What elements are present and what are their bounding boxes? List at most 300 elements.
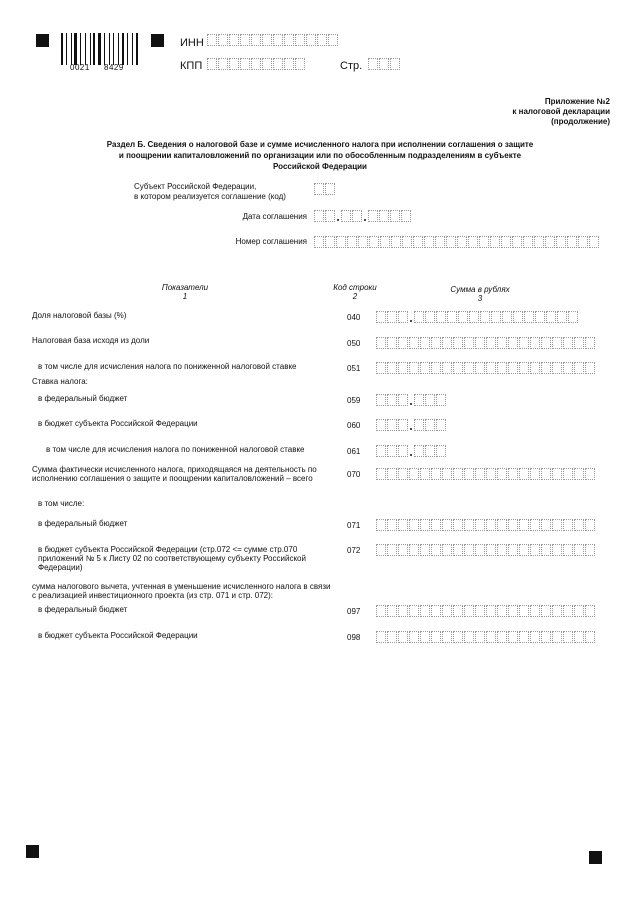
field-cell[interactable] — [347, 236, 357, 248]
field-cell[interactable] — [376, 311, 386, 323]
field-cell[interactable] — [475, 362, 485, 374]
field-cell[interactable] — [420, 544, 430, 556]
field-cell[interactable] — [420, 337, 430, 349]
field-cell[interactable] — [512, 236, 522, 248]
field-cell[interactable] — [376, 468, 386, 480]
field-cell[interactable] — [535, 311, 545, 323]
field-cell[interactable] — [469, 311, 479, 323]
field-cell[interactable] — [218, 34, 228, 46]
field-cell[interactable] — [207, 58, 217, 70]
field-cell[interactable] — [497, 362, 507, 374]
field-cell[interactable] — [295, 58, 305, 70]
field-cell[interactable] — [453, 337, 463, 349]
field-cell[interactable] — [387, 605, 397, 617]
field-cell[interactable] — [218, 58, 228, 70]
field-cell[interactable] — [585, 631, 595, 643]
field-cell[interactable] — [508, 519, 518, 531]
field-cell[interactable] — [380, 236, 390, 248]
field-cell[interactable] — [541, 631, 551, 643]
field-cell[interactable] — [284, 58, 294, 70]
row-097-field[interactable] — [376, 605, 596, 617]
barcode-bar — [102, 33, 103, 65]
field-cell[interactable] — [552, 631, 562, 643]
field-cell[interactable] — [328, 34, 338, 46]
field-cell[interactable] — [508, 468, 518, 480]
field-cell[interactable] — [387, 631, 397, 643]
field-cell[interactable] — [519, 468, 529, 480]
field-cell[interactable] — [273, 34, 283, 46]
field-cell[interactable] — [229, 34, 239, 46]
field-cell[interactable] — [568, 311, 578, 323]
row-061-field[interactable] — [376, 445, 447, 457]
agreement-date-field[interactable] — [314, 210, 412, 222]
field-cell[interactable] — [475, 605, 485, 617]
field-cell[interactable] — [574, 337, 584, 349]
field-cell[interactable] — [546, 311, 556, 323]
field-cell[interactable] — [325, 236, 335, 248]
field-cell[interactable] — [585, 605, 595, 617]
field-cell[interactable] — [387, 519, 397, 531]
field-cell[interactable] — [414, 394, 424, 406]
field-cell[interactable] — [552, 544, 562, 556]
field-cell[interactable] — [486, 337, 496, 349]
field-cell[interactable] — [468, 236, 478, 248]
field-cell[interactable] — [409, 544, 419, 556]
column-1-title: Показатели — [161, 283, 209, 292]
barcode-bar — [132, 33, 133, 65]
field-cell[interactable] — [541, 468, 551, 480]
field-cell[interactable] — [475, 468, 485, 480]
field-cell[interactable] — [413, 236, 423, 248]
appendix-line-3: (продолжение) — [551, 117, 610, 126]
field-cell[interactable] — [368, 58, 378, 70]
field-cell[interactable] — [376, 394, 386, 406]
field-cell[interactable] — [295, 34, 305, 46]
top-right-marker — [151, 34, 164, 47]
field-cell[interactable] — [447, 311, 457, 323]
field-cell[interactable] — [414, 445, 424, 457]
field-cell[interactable] — [479, 236, 489, 248]
field-cell[interactable] — [325, 210, 335, 222]
field-cell[interactable] — [502, 311, 512, 323]
barcode-bar — [104, 33, 105, 65]
field-cell[interactable] — [352, 210, 362, 222]
field-cell[interactable] — [431, 544, 441, 556]
field-cell[interactable] — [508, 337, 518, 349]
field-cell[interactable] — [387, 337, 397, 349]
field-cell[interactable] — [398, 337, 408, 349]
row-059-label: в федеральный бюджет — [38, 394, 128, 403]
field-cell[interactable] — [464, 337, 474, 349]
field-cell[interactable] — [508, 631, 518, 643]
field-cell[interactable] — [475, 519, 485, 531]
field-cell[interactable] — [491, 311, 501, 323]
field-cell[interactable] — [508, 544, 518, 556]
field-cell[interactable] — [420, 468, 430, 480]
field-cell[interactable] — [390, 58, 400, 70]
field-cell[interactable] — [446, 236, 456, 248]
field-cell[interactable] — [387, 419, 397, 431]
field-dot-separator — [409, 394, 414, 406]
field-cell[interactable] — [398, 394, 408, 406]
field-cell[interactable] — [414, 419, 424, 431]
field-cell[interactable] — [585, 519, 595, 531]
field-cell[interactable] — [453, 605, 463, 617]
field-cell[interactable] — [262, 34, 272, 46]
field-cell[interactable] — [398, 544, 408, 556]
field-cell[interactable] — [453, 362, 463, 374]
field-cell[interactable] — [325, 183, 335, 195]
field-cell[interactable] — [314, 236, 324, 248]
field-cell[interactable] — [552, 605, 562, 617]
tax-rate-heading: Ставка налога: — [32, 377, 88, 386]
field-cell[interactable] — [336, 236, 346, 248]
field-cell[interactable] — [424, 236, 434, 248]
field-cell[interactable] — [486, 519, 496, 531]
row-071-field[interactable] — [376, 519, 596, 531]
field-cell[interactable] — [578, 236, 588, 248]
section-title-line-1: Раздел Б. Сведения о налоговой базе и сумме исчисленного налога при исполнении соглашения о защите — [106, 140, 534, 149]
field-cell[interactable] — [574, 631, 584, 643]
field-cell[interactable] — [398, 605, 408, 617]
row-071-label: в федеральный бюджет — [38, 519, 128, 528]
field-cell[interactable] — [398, 362, 408, 374]
field-cell[interactable] — [442, 468, 452, 480]
field-cell[interactable] — [464, 544, 474, 556]
field-cell[interactable] — [409, 362, 419, 374]
field-cell[interactable] — [501, 236, 511, 248]
field-cell[interactable] — [475, 544, 485, 556]
field-cell[interactable] — [574, 362, 584, 374]
field-cell[interactable] — [387, 394, 397, 406]
field-cell[interactable] — [490, 236, 500, 248]
field-cell[interactable] — [574, 468, 584, 480]
field-cell[interactable] — [524, 311, 534, 323]
field-cell[interactable] — [409, 631, 419, 643]
field-cell[interactable] — [552, 519, 562, 531]
field-cell[interactable] — [563, 544, 573, 556]
field-cell[interactable] — [480, 311, 490, 323]
field-cell[interactable] — [585, 544, 595, 556]
field-cell[interactable] — [486, 362, 496, 374]
field-cell[interactable] — [585, 337, 595, 349]
field-cell[interactable] — [519, 605, 529, 617]
field-cell[interactable] — [556, 236, 566, 248]
field-cell[interactable] — [519, 631, 529, 643]
field-cell[interactable] — [574, 544, 584, 556]
field-cell[interactable] — [464, 605, 474, 617]
field-cell[interactable] — [314, 210, 324, 222]
field-cell[interactable] — [376, 519, 386, 531]
field-cell[interactable] — [563, 631, 573, 643]
field-cell[interactable] — [519, 544, 529, 556]
field-cell[interactable] — [251, 34, 261, 46]
field-cell[interactable] — [369, 236, 379, 248]
barcode-bar — [71, 33, 72, 65]
field-cell[interactable] — [541, 362, 551, 374]
field-cell[interactable] — [387, 445, 397, 457]
barcode-bar — [127, 33, 128, 65]
field-cell[interactable] — [497, 519, 507, 531]
field-cell[interactable] — [574, 605, 584, 617]
field-cell[interactable] — [530, 468, 540, 480]
tax-deduction-heading: сумма налогового вычета, учтенная в уменьшение исчисленного налога в связи с реализацией инвестиционного проекта (из стр. 071 и стр. 072): — [32, 582, 331, 600]
field-cell[interactable] — [464, 519, 474, 531]
field-cell[interactable] — [425, 311, 435, 323]
field-cell[interactable] — [376, 544, 386, 556]
barcode-bar — [96, 33, 97, 65]
field-cell[interactable] — [530, 362, 540, 374]
barcode — [61, 33, 141, 65]
field-cell[interactable] — [414, 311, 424, 323]
field-cell[interactable] — [379, 210, 389, 222]
field-cell[interactable] — [401, 210, 411, 222]
subject-label-line-2: в котором реализуется соглашение (код) — [134, 192, 286, 201]
field-cell[interactable] — [453, 468, 463, 480]
barcode-bar — [68, 33, 70, 65]
field-cell[interactable] — [530, 631, 540, 643]
field-cell[interactable] — [497, 337, 507, 349]
field-cell[interactable] — [552, 337, 562, 349]
field-cell[interactable] — [425, 419, 435, 431]
field-cell[interactable] — [497, 544, 507, 556]
field-cell[interactable] — [567, 236, 577, 248]
row-050-field[interactable] — [376, 337, 596, 349]
field-cell[interactable] — [398, 631, 408, 643]
field-cell[interactable] — [436, 419, 446, 431]
field-cell[interactable] — [420, 519, 430, 531]
field-cell[interactable] — [563, 468, 573, 480]
field-cell[interactable] — [431, 519, 441, 531]
field-dot-separator — [363, 210, 368, 222]
barcode-bar — [64, 33, 65, 65]
field-dot-separator — [409, 311, 414, 323]
field-cell[interactable] — [585, 468, 595, 480]
field-cell[interactable] — [398, 519, 408, 531]
field-cell[interactable] — [585, 362, 595, 374]
field-cell[interactable] — [497, 605, 507, 617]
bottom-right-marker — [589, 851, 602, 864]
field-cell[interactable] — [431, 337, 441, 349]
barcode-bar — [109, 33, 110, 65]
row-060-code: 060 — [347, 421, 361, 430]
row-097-label: в федеральный бюджет — [38, 605, 128, 614]
field-cell[interactable] — [402, 236, 412, 248]
subject-label-line-1: Субъект Российской Федерации, — [134, 182, 257, 191]
inn-label: ИНН — [180, 37, 204, 49]
field-cell[interactable] — [251, 58, 261, 70]
field-cell[interactable] — [508, 605, 518, 617]
field-cell[interactable] — [574, 519, 584, 531]
field-cell[interactable] — [368, 210, 378, 222]
field-cell[interactable] — [486, 631, 496, 643]
page-number-field[interactable] — [368, 58, 401, 70]
field-cell[interactable] — [563, 519, 573, 531]
field-cell[interactable] — [436, 445, 446, 457]
field-cell[interactable] — [240, 34, 250, 46]
field-cell[interactable] — [464, 362, 474, 374]
barcode-bar — [61, 33, 63, 65]
field-cell[interactable] — [486, 605, 496, 617]
field-cell[interactable] — [464, 631, 474, 643]
field-cell[interactable] — [317, 34, 327, 46]
field-cell[interactable] — [273, 58, 283, 70]
field-cell[interactable] — [486, 468, 496, 480]
field-cell[interactable] — [229, 58, 239, 70]
field-cell[interactable] — [387, 311, 397, 323]
field-cell[interactable] — [376, 337, 386, 349]
field-cell[interactable] — [376, 631, 386, 643]
barcode-bar — [129, 33, 132, 65]
field-cell[interactable] — [541, 519, 551, 531]
row-060-field[interactable] — [376, 419, 447, 431]
field-cell[interactable] — [376, 419, 386, 431]
field-cell[interactable] — [314, 183, 324, 195]
barcode-bar — [78, 33, 79, 65]
field-cell[interactable] — [513, 311, 523, 323]
field-cell[interactable] — [442, 337, 452, 349]
field-cell[interactable] — [420, 605, 430, 617]
field-cell[interactable] — [442, 544, 452, 556]
field-cell[interactable] — [390, 210, 400, 222]
field-cell[interactable] — [436, 311, 446, 323]
field-cell[interactable] — [545, 236, 555, 248]
field-cell[interactable] — [442, 631, 452, 643]
field-cell[interactable] — [464, 468, 474, 480]
barcode-bar — [93, 33, 95, 65]
field-cell[interactable] — [589, 236, 599, 248]
subject-code-field[interactable] — [314, 183, 336, 195]
field-cell[interactable] — [442, 519, 452, 531]
row-072-field[interactable] — [376, 544, 596, 556]
agreement-number-field[interactable] — [314, 236, 600, 248]
row-051-field[interactable] — [376, 362, 596, 374]
field-cell[interactable] — [431, 362, 441, 374]
field-cell[interactable] — [376, 445, 386, 457]
field-cell[interactable] — [431, 468, 441, 480]
appendix-line-2: к налоговой декларации — [512, 107, 610, 116]
field-cell[interactable] — [262, 58, 272, 70]
barcode-number-left: 0021 — [70, 63, 90, 72]
row-098-label: в бюджет субъекта Российской Федерации — [38, 631, 198, 640]
field-cell[interactable] — [431, 605, 441, 617]
field-cell[interactable] — [420, 362, 430, 374]
field-cell[interactable] — [552, 362, 562, 374]
field-cell[interactable] — [398, 311, 408, 323]
row-040-field[interactable] — [376, 311, 579, 323]
field-cell[interactable] — [387, 468, 397, 480]
field-cell[interactable] — [530, 337, 540, 349]
field-dot-separator — [409, 445, 414, 457]
field-cell[interactable] — [425, 445, 435, 457]
field-cell[interactable] — [497, 468, 507, 480]
field-cell[interactable] — [435, 236, 445, 248]
field-cell[interactable] — [425, 394, 435, 406]
including-heading: в том числе: — [38, 499, 85, 508]
field-cell[interactable] — [398, 468, 408, 480]
field-cell[interactable] — [284, 34, 294, 46]
kpp-label: КПП — [180, 60, 203, 72]
agreement-number-label: Номер соглашения — [235, 237, 307, 246]
field-cell[interactable] — [486, 544, 496, 556]
field-cell[interactable] — [442, 605, 452, 617]
column-2-number: 2 — [352, 292, 358, 301]
field-cell[interactable] — [409, 468, 419, 480]
barcode-bar — [87, 33, 89, 65]
barcode-bar — [125, 33, 126, 65]
field-cell[interactable] — [409, 337, 419, 349]
field-cell[interactable] — [376, 362, 386, 374]
field-cell[interactable] — [519, 519, 529, 531]
field-cell[interactable] — [563, 362, 573, 374]
field-cell[interactable] — [358, 236, 368, 248]
barcode-bar — [115, 33, 117, 65]
field-cell[interactable] — [387, 544, 397, 556]
barcode-bar — [106, 33, 108, 65]
field-cell[interactable] — [436, 394, 446, 406]
field-cell[interactable] — [431, 631, 441, 643]
field-cell[interactable] — [387, 362, 397, 374]
field-cell[interactable] — [391, 236, 401, 248]
field-cell[interactable] — [497, 631, 507, 643]
field-cell[interactable] — [240, 58, 250, 70]
kpp-field[interactable] — [207, 58, 306, 70]
field-cell[interactable] — [379, 58, 389, 70]
field-cell[interactable] — [552, 468, 562, 480]
row-070-field[interactable] — [376, 468, 596, 480]
barcode-bar — [113, 33, 115, 65]
field-cell[interactable] — [519, 362, 529, 374]
field-cell[interactable] — [541, 605, 551, 617]
field-cell[interactable] — [475, 631, 485, 643]
field-cell[interactable] — [453, 544, 463, 556]
barcode-bar — [72, 33, 73, 65]
field-cell[interactable] — [563, 337, 573, 349]
field-cell[interactable] — [541, 544, 551, 556]
field-cell[interactable] — [453, 631, 463, 643]
field-cell[interactable] — [508, 362, 518, 374]
field-cell[interactable] — [376, 605, 386, 617]
field-cell[interactable] — [442, 362, 452, 374]
field-cell[interactable] — [453, 519, 463, 531]
field-cell[interactable] — [541, 337, 551, 349]
field-cell[interactable] — [398, 445, 408, 457]
field-cell[interactable] — [563, 605, 573, 617]
bottom-left-marker — [26, 845, 39, 858]
field-cell[interactable] — [207, 34, 217, 46]
field-cell[interactable] — [530, 544, 540, 556]
field-cell[interactable] — [409, 519, 419, 531]
field-cell[interactable] — [306, 34, 316, 46]
inn-field[interactable] — [207, 34, 339, 46]
field-cell[interactable] — [534, 236, 544, 248]
field-cell[interactable] — [458, 311, 468, 323]
field-cell[interactable] — [530, 519, 540, 531]
field-cell[interactable] — [557, 311, 567, 323]
row-098-field[interactable] — [376, 631, 596, 643]
field-cell[interactable] — [457, 236, 467, 248]
field-cell[interactable] — [398, 419, 408, 431]
field-cell[interactable] — [523, 236, 533, 248]
field-cell[interactable] — [420, 631, 430, 643]
barcode-bar — [118, 33, 119, 65]
field-cell[interactable] — [475, 337, 485, 349]
field-cell[interactable] — [530, 605, 540, 617]
field-cell[interactable] — [409, 605, 419, 617]
row-059-field[interactable] — [376, 394, 447, 406]
field-cell[interactable] — [519, 337, 529, 349]
field-cell[interactable] — [341, 210, 351, 222]
